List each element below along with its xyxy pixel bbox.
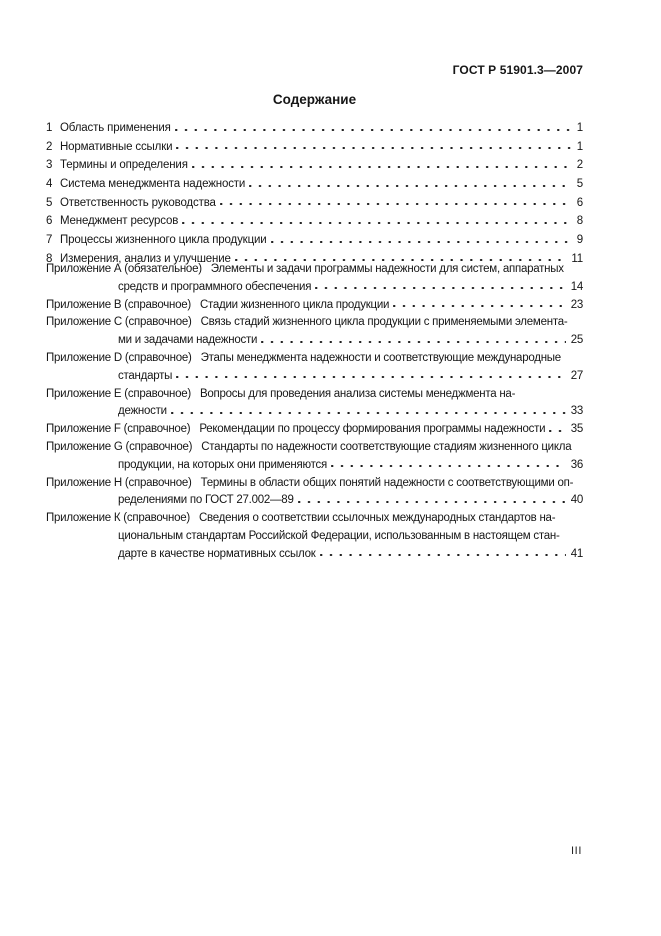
toc-appendix-entry <box>46 510 583 563</box>
toc-entry-number: 3 <box>46 159 53 172</box>
appendix-label: Приложение G (справочное) <box>46 440 193 453</box>
appendix-title-line: ми и задачами надежности <box>118 334 258 347</box>
toc-entry-page: 9 <box>576 234 583 247</box>
appendix-line <box>46 403 583 421</box>
appendix-label: Приложение В (справочное) <box>46 298 191 311</box>
appendix-page-number: 27 <box>570 369 583 382</box>
toc-appendix-entry <box>46 386 583 422</box>
toc-entry-number: 8 <box>46 252 53 265</box>
dot-leader <box>298 501 566 503</box>
appendix-line <box>46 546 583 564</box>
appendix-title-line: ределениями по ГОСТ 27.002—89 <box>118 494 294 507</box>
toc-appendix-entry <box>46 439 583 475</box>
toc-entry <box>46 119 583 138</box>
dot-leader <box>271 241 572 243</box>
appendix-line <box>46 492 583 510</box>
appendix-title-line: дарте в качестве нормативных ссылок <box>118 547 316 560</box>
toc-entry-page: 1 <box>576 122 583 134</box>
toc-entry <box>46 156 583 175</box>
toc-entry-number: 1 <box>46 122 53 134</box>
toc-entry-number: 6 <box>46 215 53 228</box>
appendix-line <box>46 475 583 493</box>
appendix-line <box>46 510 583 528</box>
appendix-line <box>46 457 583 475</box>
toc-entry-number: 7 <box>46 234 53 247</box>
appendix-title-line: стандарты <box>118 369 173 382</box>
appendix-title-line: Вопросы для проведения анализа системы менеджмента на- <box>199 387 516 400</box>
dot-leader <box>176 376 566 378</box>
appendix-line <box>46 261 583 279</box>
toc-entry-title: Область применения <box>60 122 171 134</box>
appendix-page-number: 40 <box>570 494 583 507</box>
appendix-label: Приложение К (справочное) <box>46 512 190 525</box>
toc-entry <box>46 175 583 194</box>
appendix-line <box>46 297 583 315</box>
appendix-title-line: дежности <box>118 405 167 418</box>
toc-entry <box>46 231 583 250</box>
appendix-page-number: 14 <box>570 280 583 293</box>
dot-leader <box>549 430 565 432</box>
appendix-title-line: Этапы менеджмента надежности и соответствующие международные <box>200 351 561 364</box>
toc-appendix-list <box>46 261 583 564</box>
toc-appendix-entry <box>46 350 583 386</box>
toc-appendix-entry <box>46 297 583 315</box>
appendix-page-number: 35 <box>570 423 583 436</box>
toc-entry-title: Процессы жизненного цикла продукции <box>60 234 267 247</box>
appendix-line <box>46 528 583 546</box>
appendix-line <box>46 314 583 332</box>
appendix-title-line: Термины в области общих понятий надежности с соответствующими оп- <box>200 476 574 489</box>
doc-code-header: ГОСТ Р 51901.3—2007 <box>452 63 583 77</box>
appendix-page-number: 33 <box>570 405 583 418</box>
appendix-page-number: 23 <box>570 298 583 311</box>
appendix-title-line: Сведения о соответствии ссылочных международных стандартов на- <box>198 512 556 525</box>
toc-entry-page: 6 <box>576 196 583 209</box>
appendix-line <box>46 421 583 439</box>
toc-entry-page: 1 <box>576 140 583 153</box>
dot-leader <box>220 203 572 205</box>
toc-entry-page: 8 <box>576 215 583 228</box>
dot-leader <box>320 554 566 556</box>
toc-entry <box>46 138 583 157</box>
toc-entry-number: 4 <box>46 178 53 191</box>
appendix-title-line: Стандарты по надежности соответствующие стадиям жизненного цикла <box>201 440 572 453</box>
appendix-label: Приложение F (справочное) <box>46 423 191 436</box>
appendix-line <box>46 386 583 404</box>
toc-entry-title: Менеджмент ресурсов <box>60 215 179 228</box>
toc-appendix-entry <box>46 475 583 511</box>
dot-leader <box>249 185 572 187</box>
dot-leader <box>261 341 566 343</box>
toc-entry-title: Термины и определения <box>60 159 188 172</box>
toc-entry-number: 5 <box>46 196 53 209</box>
appendix-title-line: продукции, на которых они применяются <box>118 458 327 471</box>
appendix-title-line: циональным стандартам Российской Федерации, использованным в настоящем стан- <box>118 529 560 542</box>
dot-leader <box>182 222 572 224</box>
toc-entry-number: 2 <box>46 140 53 153</box>
toc-entry-page: 2 <box>576 159 583 172</box>
dot-leader <box>331 465 566 467</box>
page-title: Содержание <box>272 92 357 107</box>
toc-appendix-entry <box>46 314 583 350</box>
toc-entry-page: 11 <box>571 252 583 265</box>
appendix-label: Приложение С (справочное) <box>46 316 192 329</box>
toc-entry-title: Система менеджмента надежности <box>60 178 246 191</box>
toc-section-list <box>46 119 583 269</box>
dot-leader <box>393 305 565 307</box>
appendix-title-line: средств и программного обеспечения <box>118 280 312 293</box>
appendix-page-number: 36 <box>570 458 583 471</box>
dot-leader <box>175 129 572 131</box>
appendix-line <box>46 350 583 368</box>
appendix-title-line: Элементы и задачи программы надежности для систем, аппаратных <box>210 263 564 275</box>
dot-leader <box>176 147 571 149</box>
appendix-label: Приложение А (обязательное) <box>46 263 202 275</box>
page-number-footer: III <box>571 845 582 857</box>
toc-entry-title: Нормативные ссылки <box>60 140 173 153</box>
appendix-label: Приложение D (справочное) <box>46 351 192 364</box>
appendix-page-number: 25 <box>570 334 583 347</box>
appendix-page-number: 41 <box>570 547 583 560</box>
appendix-line <box>46 439 583 457</box>
toc-entry-page: 5 <box>576 178 583 191</box>
toc-appendix-entry <box>46 421 583 439</box>
toc-entry-title: Измерения, анализ и улучшение <box>60 252 231 265</box>
dot-leader <box>171 412 566 414</box>
toc-entry-title: Ответственность руководства <box>60 196 216 209</box>
appendix-line <box>46 332 583 350</box>
appendix-title-line: Связь стадий жизненного цикла продукции с применяемыми элемента- <box>200 316 568 329</box>
appendix-line <box>46 368 583 386</box>
dot-leader <box>192 166 572 168</box>
appendix-label: Приложение Е (справочное) <box>46 387 191 400</box>
appendix-title-line: Стадии жизненного цикла продукции <box>199 298 390 311</box>
toc-entry <box>46 194 583 213</box>
dot-leader <box>315 287 566 289</box>
toc-entry <box>46 212 583 231</box>
appendix-label: Приложение Н (справочное) <box>46 476 192 489</box>
appendix-title-line: Рекомендации по процессу формирования программы надежности <box>199 423 546 436</box>
toc-appendix-entry <box>46 261 583 297</box>
appendix-line <box>46 279 583 297</box>
